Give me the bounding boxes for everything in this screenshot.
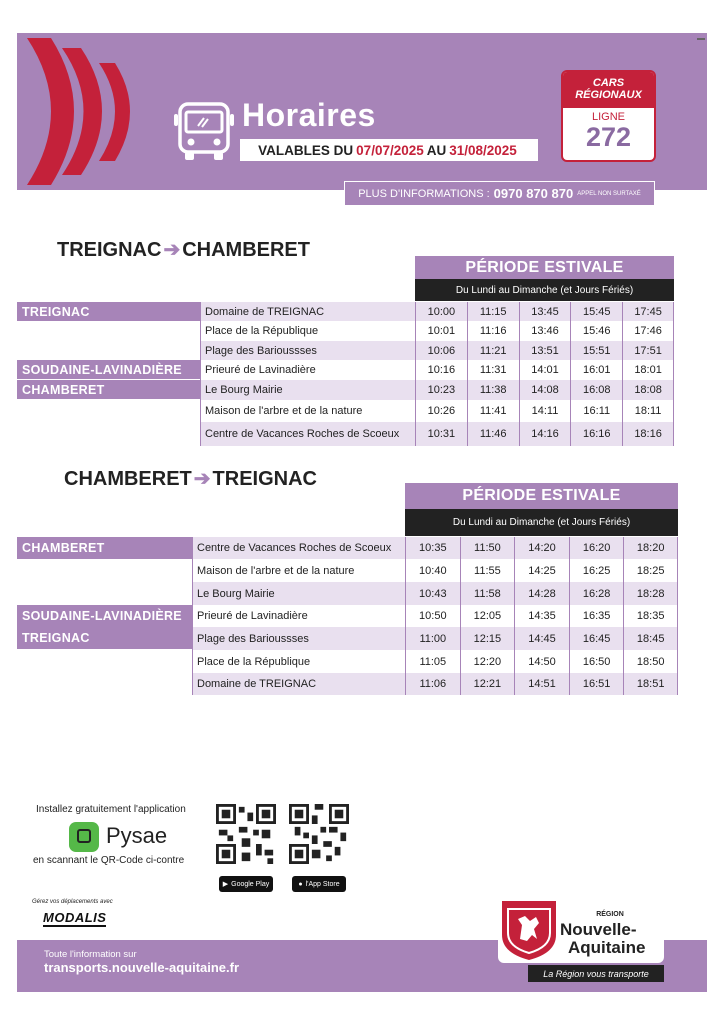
section2-city-1: CHAMBERET: [17, 537, 192, 559]
bus-icon: [172, 98, 236, 164]
departure-time: 18:11: [622, 400, 674, 422]
section2-from: CHAMBERET: [64, 468, 192, 490]
region-name-2: Aquitaine: [568, 938, 646, 957]
departure-time: 14:16: [519, 422, 571, 446]
departure-time: 18:45: [623, 627, 678, 650]
departure-time: 17:46: [622, 321, 674, 341]
stop-name: Prieuré de Lavinadière: [197, 610, 308, 622]
departure-time: 11:50: [460, 537, 515, 559]
website-link[interactable]: transports.nouvelle-aquitaine.fr: [44, 960, 240, 975]
departure-time: 11:05: [405, 650, 460, 673]
validity-mid: AU: [426, 142, 447, 158]
departure-time: 10:43: [405, 582, 460, 605]
departure-time: 14:01: [519, 360, 571, 380]
section2-city-3: TREIGNAC: [17, 627, 192, 649]
departure-time: 14:45: [514, 627, 569, 650]
departure-time: 14:50: [514, 650, 569, 673]
section1-city-2: SOUDAINE-LAVINADIÈRE: [17, 360, 200, 379]
departure-time: 10:31: [415, 422, 467, 446]
departure-time: 18:08: [622, 380, 674, 400]
departure-time: 16:01: [570, 360, 622, 380]
badge-top: CARS RÉGIONAUX: [563, 72, 654, 108]
departure-time: 16:51: [569, 673, 624, 695]
departure-time: 10:00: [415, 302, 467, 321]
line-badge: [561, 70, 656, 162]
info-phone[interactable]: 0970 870 870: [493, 186, 574, 201]
departure-time: 14:25: [514, 559, 569, 582]
stop-name: Centre de Vacances Roches de Scoeux: [193, 537, 405, 559]
departure-time: 18:50: [623, 650, 678, 673]
section2-days: Du Lundi au Dimanche (et Jours Fériés): [405, 509, 678, 536]
departure-time: 10:06: [415, 341, 467, 360]
departure-time: 16:11: [570, 400, 622, 422]
region-label: RÉGION: [596, 911, 624, 918]
departure-time: 18:16: [622, 422, 674, 446]
stop-name: Plage des Barioussses: [193, 627, 405, 650]
stop-name: Domaine de TREIGNAC: [193, 673, 405, 695]
departure-time: 16:20: [569, 537, 624, 559]
stop-name: Domaine de TREIGNAC: [201, 302, 415, 321]
app-store-label: l'App Store: [305, 880, 340, 888]
departure-time: 13:45: [519, 302, 571, 321]
departure-time: 10:01: [415, 321, 467, 341]
section2-to: TREIGNAC: [212, 468, 317, 490]
section1-days: Du Lundi au Dimanche (et Jours Fériés): [415, 279, 674, 301]
departure-time: 10:23: [415, 380, 467, 400]
date-to: 31/08/2025: [449, 142, 517, 158]
date-from: 07/07/2025: [356, 142, 424, 158]
section2-title: [64, 466, 317, 491]
modalis-logo: MODALIS: [43, 910, 107, 925]
arrow-icon: ➔: [163, 239, 181, 261]
departure-time: 16:35: [569, 605, 624, 627]
departure-time: 11:46: [467, 422, 519, 446]
info-banner: [344, 181, 655, 206]
departure-time: 11:58: [460, 582, 515, 605]
departure-time: 16:25: [569, 559, 624, 582]
departure-time: 18:28: [623, 582, 678, 605]
pysae-app-name: Pysae: [106, 823, 168, 848]
all-info-text: Toute l'information sur: [44, 949, 137, 960]
departure-time: 11:55: [460, 559, 515, 582]
departure-time: 18:25: [623, 559, 678, 582]
apple-icon: ●: [298, 880, 303, 888]
qr-code-ios[interactable]: [289, 804, 349, 864]
page-title: Horaires: [242, 97, 376, 133]
section1-to: CHAMBERET: [182, 239, 310, 261]
brand-chevrons: [17, 33, 167, 190]
departure-time: 14:35: [514, 605, 569, 627]
badge-label: LIGNE: [591, 111, 625, 123]
departure-time: 18:35: [623, 605, 678, 627]
departure-time: 15:46: [570, 321, 622, 341]
departure-time: 10:35: [405, 537, 460, 559]
departure-time: 14:20: [514, 537, 569, 559]
region-name-1: Nouvelle-: [560, 920, 637, 939]
departure-time: 16:08: [570, 380, 622, 400]
section2-period: PÉRIODE ESTIVALE: [405, 483, 678, 509]
validity-period: [240, 139, 538, 161]
app-store-button[interactable]: [292, 876, 346, 892]
departure-time: 10:16: [415, 360, 467, 380]
stop-name: Le Bourg Mairie: [201, 380, 415, 400]
section1-city-1: TREIGNAC: [17, 302, 200, 321]
departure-time: 17:51: [622, 341, 674, 360]
departure-time: 16:28: [569, 582, 624, 605]
region-lion-emblem-icon: [500, 899, 558, 961]
qr-code-android[interactable]: [216, 804, 276, 864]
section2-city-2: SOUDAINE-LAVINADIÈRE: [17, 605, 192, 627]
departure-time: 18:01: [622, 360, 674, 380]
departure-time: 14:28: [514, 582, 569, 605]
departure-time: 11:15: [467, 302, 519, 321]
stop-name: Centre de Vacances Roches de Scoeux: [201, 422, 415, 446]
departure-time: 15:45: [570, 302, 622, 321]
region-logo: [498, 897, 664, 983]
region-slogan: La Région vous transporte: [528, 965, 664, 982]
stop-name: Place de la République: [205, 325, 319, 337]
modalis-caption: Gérez vos déplacements avec: [32, 899, 113, 905]
validity-prefix: VALABLES DU: [258, 142, 354, 158]
departure-time: 11:16: [467, 321, 519, 341]
departure-time: 11:00: [405, 627, 460, 650]
stop-name: Le Bourg Mairie: [193, 582, 405, 605]
departure-time: 16:16: [570, 422, 622, 446]
departure-time: 10:40: [405, 559, 460, 582]
departure-time: 18:20: [623, 537, 678, 559]
section1-from: TREIGNAC: [57, 239, 162, 261]
departure-time: 11:21: [467, 341, 519, 360]
departure-time: 10:26: [415, 400, 467, 422]
info-suffix: APPEL NON SURTAXÉ: [577, 190, 641, 197]
scan-text: en scannant le QR-Code ci-contre: [33, 855, 185, 866]
departure-time: 14:08: [519, 380, 571, 400]
stop-name: Maison de l'arbre et de la nature: [197, 564, 355, 577]
install-text: Installez gratuitement l'application: [36, 804, 186, 815]
section1-city-3: CHAMBERET: [17, 380, 200, 399]
stop-name: Prieuré de Lavinadière: [205, 364, 316, 376]
section1-title: [57, 237, 310, 262]
arrow-icon: ➔: [193, 468, 211, 490]
departure-time: 16:45: [569, 627, 624, 650]
departure-time: 11:31: [467, 360, 519, 380]
departure-time: 17:45: [622, 302, 674, 321]
stop-name: Place de la République: [197, 655, 311, 668]
departure-time: 18:51: [623, 673, 678, 695]
departure-time: 13:51: [519, 341, 571, 360]
line-number: 272: [585, 122, 632, 152]
departure-time: 11:41: [467, 400, 519, 422]
section1-period: PÉRIODE ESTIVALE: [415, 256, 674, 279]
departure-time: 14:11: [519, 400, 571, 422]
corner-mark: [697, 38, 705, 40]
departure-time: 12:15: [460, 627, 515, 650]
departure-time: 15:51: [570, 341, 622, 360]
google-play-button[interactable]: [219, 876, 273, 892]
play-icon: ▶: [222, 881, 229, 888]
departure-time: 11:38: [467, 380, 519, 400]
departure-time: 11:06: [405, 673, 460, 695]
departure-time: 16:50: [569, 650, 624, 673]
departure-time: 12:20: [460, 650, 515, 673]
stop-name: Plage des Barioussses: [201, 341, 415, 360]
departure-time: 12:05: [460, 605, 515, 627]
google-play-label: Google Play: [231, 880, 270, 888]
departure-time: 10:50: [405, 605, 460, 627]
departure-time: 12:21: [460, 673, 515, 695]
stop-name: Maison de l'arbre et de la nature: [205, 405, 363, 417]
departure-time: 14:51: [514, 673, 569, 695]
pysae-app-icon[interactable]: [69, 822, 99, 852]
info-prefix: PLUS D'INFORMATIONS :: [358, 187, 490, 200]
departure-time: 13:46: [519, 321, 571, 341]
